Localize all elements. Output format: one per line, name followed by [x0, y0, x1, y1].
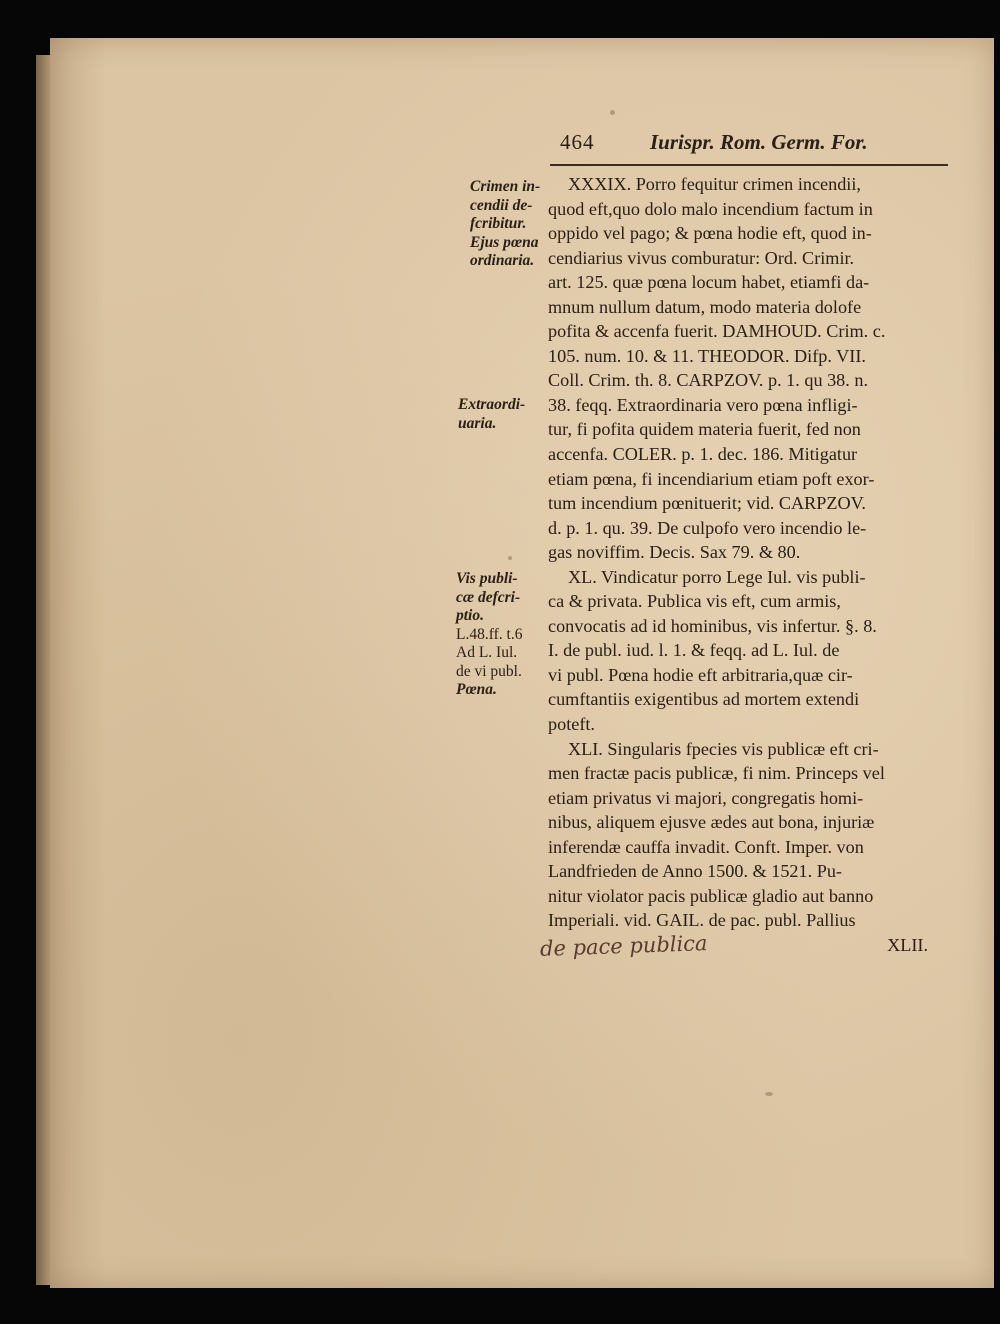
text-line: poteft.: [548, 714, 595, 735]
margin-note-line: Ad L. Iul.: [456, 644, 518, 661]
text-line: gas noviffim. Decis. Sax 79. & 80.: [548, 542, 801, 563]
page-number: 464: [560, 130, 595, 154]
text-line: cendiarius vivus comburatur: Ord. Crimir.: [548, 247, 855, 268]
text-line: Landfrieden de Anno 1500. & 1521. Pu-: [548, 861, 842, 882]
text-line: pofita & accenfa fuerit. DAMHOUD. Crim. c.: [548, 321, 886, 342]
text-line: vi publ. Pœna hodie eft arbitraria,quæ cir-: [548, 664, 853, 685]
margin-note-line: L.48.ff. t.6: [456, 625, 523, 643]
catchword: XLII.: [887, 934, 928, 955]
margin-note-line: Pœna.: [456, 681, 497, 698]
paper-spot: [508, 556, 512, 560]
text-line: XL. Vindicatur porro Lege Iul. vis publi-: [568, 566, 866, 587]
text-line: etiam privatus vi majori, congregatis homi-: [548, 787, 864, 808]
text-line: nibus, aliquem ejusve ædes aut bona, injuriæ: [548, 812, 875, 833]
text-line: etiam pœna, fi incendiarium etiam poft exor-: [548, 468, 875, 489]
text-line: art. 125. quæ pœna locum habet, etiamfi da-: [548, 272, 870, 293]
text-line: cumftantiis exigentibus ad mortem extendi: [548, 689, 860, 710]
text-line: 105. num. 10. & 11. THEODOR. Difp. VII.: [548, 345, 866, 366]
margin-note-line: de vi publ.: [456, 662, 522, 680]
margin-note-line: ptio.: [456, 607, 484, 624]
margin-note-line: fcribitur.: [470, 215, 527, 232]
margin-note-line: Ejus pœna: [470, 233, 539, 251]
text-line: men fractæ pacis publicæ, fi nim. Princeps vel: [548, 763, 885, 784]
text-line: ca & privata. Publica vis eft, cum armis,: [548, 591, 841, 612]
margin-note-extraordinaria: [458, 396, 558, 433]
margin-note-line: uaria.: [458, 414, 497, 432]
paper-spot: [765, 1092, 773, 1096]
text-line: I. de publ. iud. l. 1. & feqq. ad L. Iul. de: [548, 640, 840, 661]
body-text: [548, 172, 958, 958]
text-line: inferendæ cauffa invadit. Conft. Imper. von: [548, 836, 864, 857]
margin-note-line: Crimen in-: [470, 178, 541, 195]
text-line: XXXIX. Porro fequitur crimen incendii,: [568, 174, 861, 194]
text-line: accenfa. COLER. p. 1. dec. 186. Mitigatur: [548, 444, 858, 465]
text-line: oppido vel pago; & pœna hodie eft, quod in-: [548, 223, 872, 244]
margin-note-line: cendii de-: [470, 196, 533, 214]
text-line: mnum nullum datum, modo materia dolofe: [548, 296, 862, 317]
text-line: d. p. 1. qu. 39. De culpofo vero incendio le-: [548, 517, 867, 538]
margin-note-line: Vis publi-: [456, 570, 518, 587]
text-line: XLI. Singularis fpecies vis publicæ eft cri-: [568, 738, 879, 759]
text-line: nitur violator pacis publicæ gladio aut banno: [548, 885, 874, 906]
text-line: tur, fi pofita quidem materia fuerit, fed non: [548, 419, 861, 440]
margin-note-line: cæ defcri-: [456, 588, 521, 606]
header-rule: [550, 164, 948, 166]
text-line: convocatis ad id hominibus, vis infertur. §. 8.: [548, 615, 877, 636]
text-line: 38. feqq. Extraordinaria vero pœna infligi-: [548, 394, 858, 415]
paper-spot: [610, 110, 615, 115]
text-line: Imperiali. vid. GAIL. de pac. publ. Pallius: [548, 910, 856, 931]
text-line: quod eft,quo dolo malo incendium factum in: [548, 198, 873, 219]
handwritten-annotation: de pace publica: [539, 931, 708, 961]
margin-note-vis-publica: [456, 570, 556, 700]
margin-note-line: ordinaria.: [470, 252, 535, 269]
text-line: tum incendium pœnituerit; vid. CARPZOV.: [548, 493, 866, 514]
running-head: Iurispr. Rom. Germ. For.: [650, 130, 868, 154]
text-line: Coll. Crim. th. 8. CARPZOV. p. 1. qu 38. n.: [548, 370, 869, 391]
margin-note-line: Extraordi-: [458, 396, 526, 413]
